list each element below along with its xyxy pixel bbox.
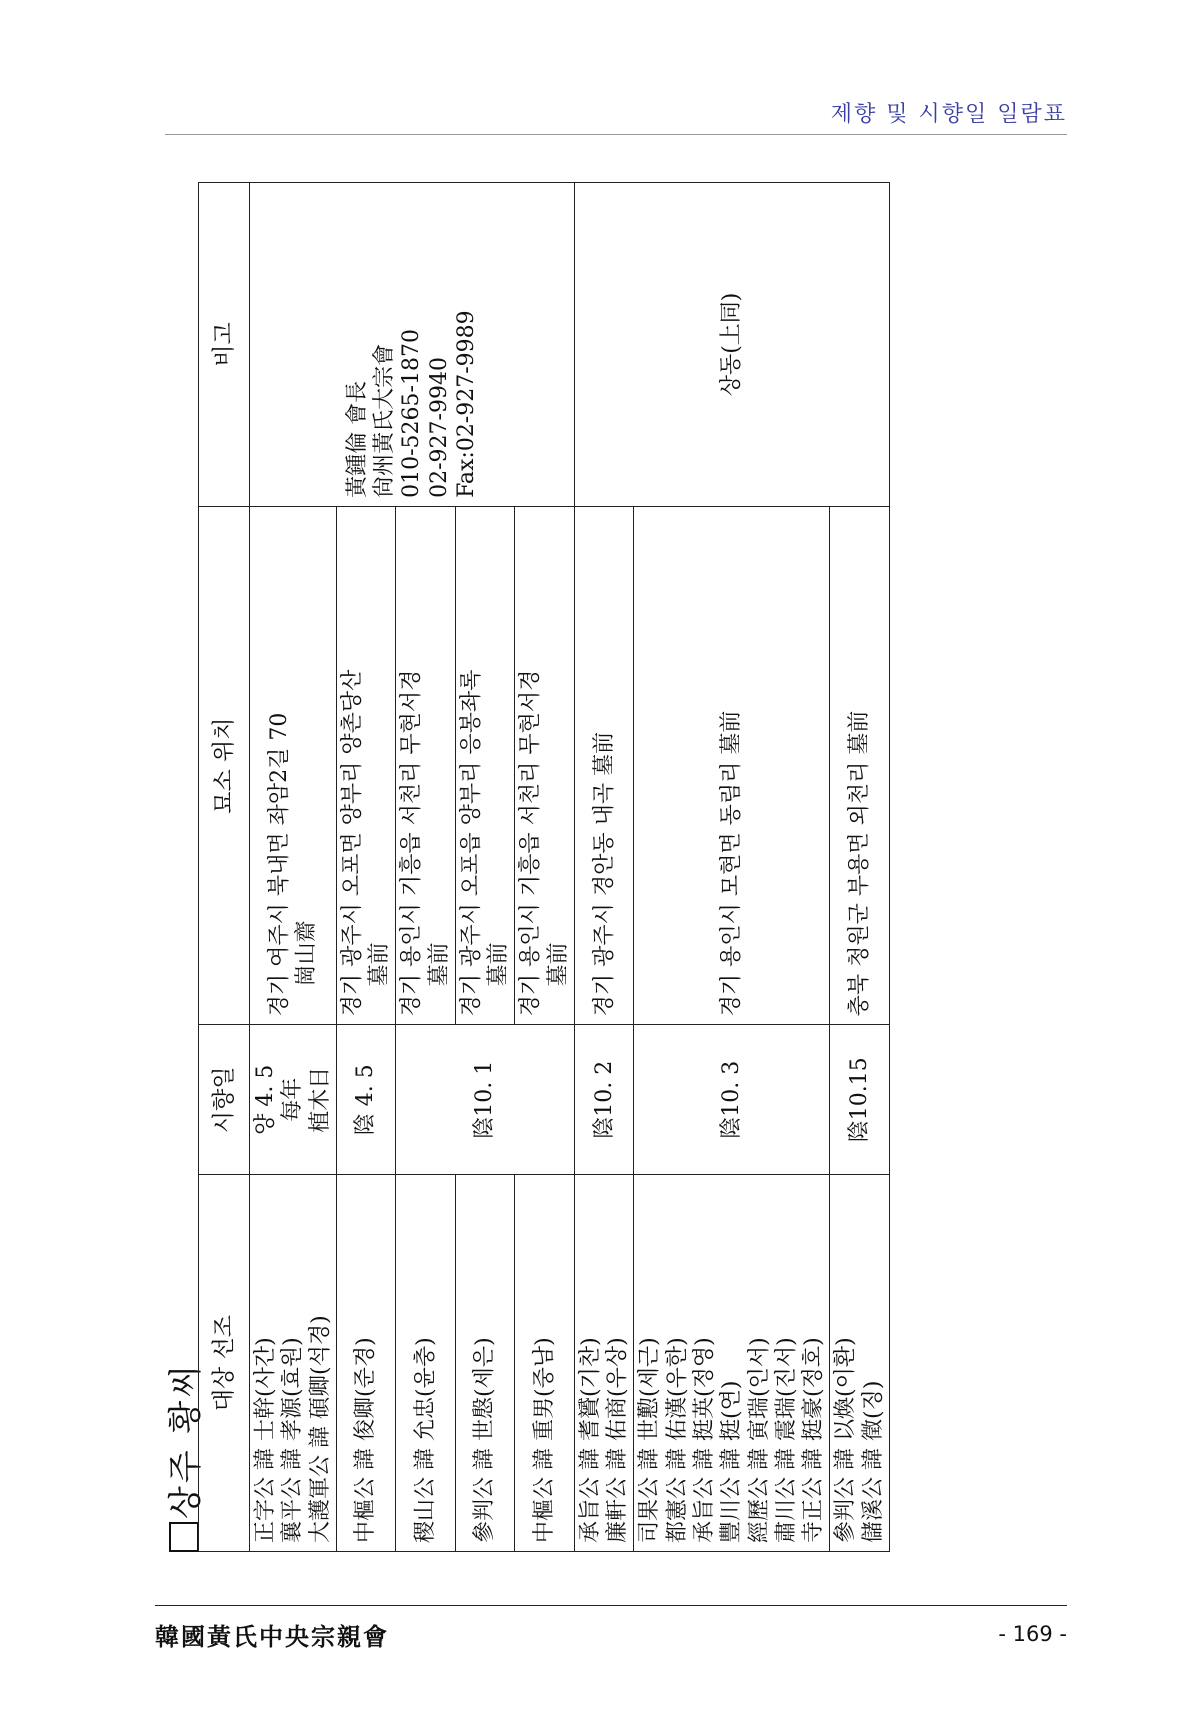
ancestor-name: 中樞公 諱 重男(중남): [532, 1337, 558, 1543]
location-cell: [336, 506, 396, 1024]
location-cell: [574, 506, 634, 1024]
note-line: 02-927-9940: [426, 357, 452, 498]
note-line: Fax:02-927-9989: [453, 310, 479, 498]
note-line: 黃鍾倫 會長: [344, 380, 370, 498]
location-sub: 墓前: [367, 942, 393, 987]
col-header-location: 묘소 위치: [199, 506, 250, 1024]
note-cell-same: 상동(上同): [574, 183, 889, 507]
date-cell: [830, 1025, 890, 1175]
ancestor-name: 承旨公 諱 挺英(정영): [691, 1337, 717, 1543]
location-sub: 墓前: [426, 942, 452, 987]
date-text: 每年: [280, 1077, 306, 1122]
ancestor-name: 參判公 諱 以煥(이환): [833, 1337, 859, 1543]
table-row: [574, 183, 634, 1552]
ancestor-name: 大護軍公 諱 碩卿(석경): [307, 1315, 333, 1543]
ancestor-name: 肅川公 諱 震瑞(진서): [773, 1337, 799, 1543]
date-cell: [250, 1025, 337, 1175]
header-divider: [165, 134, 1067, 135]
location-text: 경기 여주시 북내면 좌암2길 70: [266, 712, 292, 1017]
ancestor-name: 儲溪公 諱 徵(징): [860, 1380, 886, 1543]
ancestor-cell: [455, 1175, 515, 1552]
page-header-title: 제향 및 시향일 일람표: [830, 102, 1067, 127]
ancestor-name: 豐川公 諱 挺(연): [719, 1380, 745, 1543]
ancestor-cell: [830, 1175, 890, 1552]
ancestor-cell: [634, 1175, 830, 1552]
date-text: 陰10. 1: [472, 1060, 498, 1139]
ancestor-name: 稷山公 諱 允忠(윤충): [412, 1337, 438, 1543]
date-cell: [396, 1025, 575, 1175]
date-cell: [574, 1025, 634, 1175]
location-text: 충북 청원군 부용면 외천리 墓前: [846, 710, 872, 1017]
footer-divider: [155, 1605, 1067, 1606]
location-text: 경기 용인시 기흥읍 서천리 무현서경: [399, 669, 425, 1017]
col-header-note: 비고: [199, 183, 250, 507]
date-cell: [336, 1025, 396, 1175]
location-text: 경기 용인시 모현면 동림리 墓前: [719, 710, 745, 1017]
location-cell: [396, 506, 456, 1024]
location-text: 경기 광주시 오포면 양부리 양촌당산: [339, 669, 365, 1017]
location-text: 경기 광주시 오포읍 양부리 응봉좌록: [458, 669, 484, 1017]
table-header-row: [199, 183, 250, 1552]
note-line: 尙州黃氏大宗會: [372, 343, 398, 498]
memorial-schedule-table: [198, 182, 890, 1552]
location-text: 경기 용인시 기흥읍 서천리 무현서경: [518, 669, 544, 1017]
ancestor-cell: [336, 1175, 396, 1552]
ancestor-name: 正字公 諱 士幹(사간): [253, 1337, 278, 1543]
footer-organization: 韓國黃氏中央宗親會: [155, 1622, 389, 1651]
location-sub: 墓前: [545, 942, 571, 987]
table-row: [250, 183, 337, 1552]
date-text: 植木日: [307, 1066, 333, 1133]
date-cell: [634, 1025, 830, 1175]
ancestor-cell: [515, 1175, 575, 1552]
col-header-ancestor: 대상 선조: [199, 1175, 250, 1552]
note-line: 010-5265-1870: [399, 329, 425, 498]
ancestor-name: 襄平公 諱 孝源(효원): [280, 1337, 306, 1543]
location-cell: [455, 506, 515, 1024]
location-cell: [515, 506, 575, 1024]
page-number: - 169 -: [998, 1622, 1067, 1646]
date-text: 陰 4. 5: [353, 1064, 379, 1136]
col-header-date: 시향일: [199, 1025, 250, 1175]
ancestor-name: 承旨公 諱 耆贇(기찬): [577, 1337, 603, 1543]
location-sub: 崗山齋: [293, 920, 319, 987]
date-text: 陰10.15: [846, 1057, 872, 1143]
date-text: 陰10. 2: [591, 1060, 617, 1139]
location-cell: [830, 506, 890, 1024]
location-cell: [250, 506, 337, 1024]
ancestor-name: 司果公 諱 世懃(세근): [637, 1337, 663, 1543]
location-sub: 墓前: [486, 942, 512, 987]
note-cell-contact: [250, 183, 575, 507]
location-cell: [634, 506, 830, 1024]
ancestor-name: 寺正公 諱 挺豪(정호): [801, 1337, 827, 1543]
ancestor-cell: [396, 1175, 456, 1552]
ancestor-name: 廉軒公 諱 佑商(우상): [605, 1337, 631, 1543]
location-text: 경기 광주시 경안동 내곡 墓前: [591, 731, 617, 1017]
rotated-table-section: [158, 182, 998, 1552]
ancestor-name: 中樞公 諱 俊卿(준경): [353, 1337, 379, 1543]
ancestor-cell: [574, 1175, 634, 1552]
ancestor-cell: [250, 1175, 337, 1552]
date-text: 양 4. 5: [253, 1064, 278, 1135]
date-text: 陰10. 3: [719, 1060, 745, 1139]
section-title: 상주 황씨: [158, 1362, 207, 1552]
ancestor-name: 經歷公 諱 寅瑞(인서): [746, 1337, 772, 1543]
checkbox-square-icon: [169, 1522, 199, 1552]
ancestor-name: 都憲公 諱 佑漢(우한): [664, 1337, 690, 1543]
ancestor-name: 參判公 諱 世慇(세은): [472, 1337, 498, 1543]
